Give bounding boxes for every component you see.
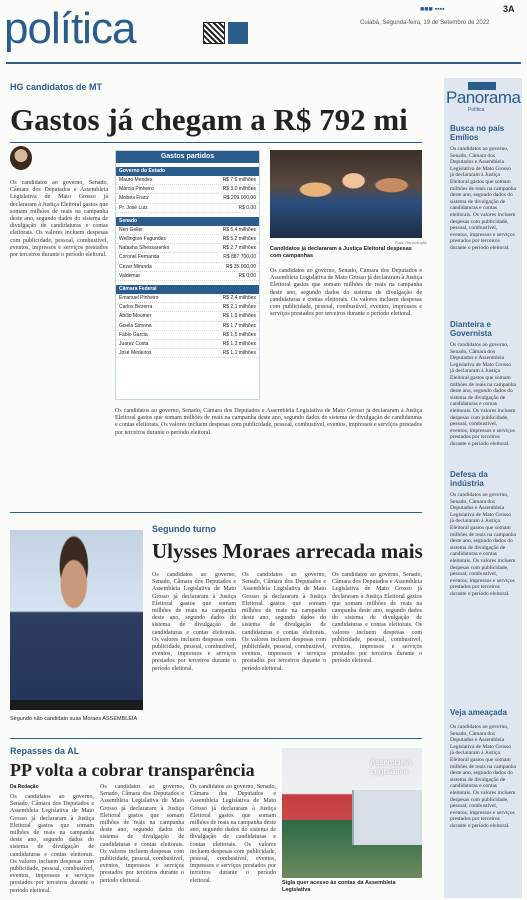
panorama-item-text: Os candidatos ao governo, Senado, Câmara dos Deputados e Assembleia Legislativa de Mato Grosso já declararam à Justiça Eleitoral gastos que somam milhões de reais na campanha deste ano, segundo dados do sistema de divulgação de candidaturas e contas eleitorais. Os valores incluem despesas com publicidade, pessoal, combustível, eventos, impressos e serviços prestados por terceiros durante o período eleitoral.	[450, 492, 516, 597]
page-number: 3A	[503, 4, 515, 14]
table-row	[116, 194, 259, 203]
table-cell-name: Valdemar	[119, 272, 141, 279]
table-cell-value: R$ 5,2 milhões	[222, 236, 256, 243]
table-row	[116, 294, 259, 303]
table-cell-value: R$ 0,00	[238, 272, 256, 279]
table-cell-value: R$ 1,5 milhões	[222, 331, 256, 338]
table-body	[116, 167, 259, 358]
table-cell-value: R$ 2,4 milhões	[222, 295, 256, 302]
pp-body-col2: Os candidatos ao governo, Senado, Câmara dos Deputados e Assembleia Legislativa de Mato Grosso já declararam à Justiça Eleitoral gastos que somam milhões de reais na campanha deste ano, segundo dados do sistema de divulgação de candidaturas e contas eleitorais. Os valores incluem despesas com publicidade, pessoal, combustível, eventos, impressos e serviços prestados por terceiros durante o período eleitoral.	[100, 784, 184, 884]
building-sign: Assembleia Legislativa	[370, 758, 412, 776]
table-cell-name: Abílio Moumer	[119, 313, 152, 320]
panorama-subtitle: Política	[468, 107, 485, 113]
table-cell-name: Wellington Fagundes	[119, 236, 166, 243]
table-cell-value: R$ 3,0 milhões	[222, 186, 256, 193]
panorama-item-text: Os candidatos ao governo, Senado, Câmara dos Deputados e Assembleia Legislativa de Mato Grosso já declararam à Justiça Eleitoral gastos que somam milhões de reais na campanha deste ano, segundo dados do sistema de divulgação de candidaturas e contas eleitorais. Os valores incluem despesas com publicidade, pessoal, combustível, eventos, impressos e serviços prestados por terceiros durante o período eleitoral.	[450, 724, 516, 829]
ulysses-body-col1: Os candidatos ao governo, Senado, Câmara dos Deputados e Assembleia Legislativa de Mato Grosso já declararam à Justiça Eleitoral gastos que somam milhões de reais na campanha deste ano, segundo dados do sistema de divulgação de candidaturas e contas eleitorais. Os valores incluem despesas com publicidade, pessoal, combustível, eventos, impressos e serviços prestados por terceiros durante o período eleitoral.	[152, 572, 236, 672]
panorama-item-head: Dianteira e Governista	[450, 320, 492, 338]
building-shape	[352, 790, 422, 845]
divider	[10, 738, 422, 739]
table-cell-name: Moisés Franz	[119, 195, 150, 202]
divider	[10, 512, 422, 513]
table-row	[116, 253, 259, 262]
table-row	[116, 263, 259, 272]
photo-credit: Foto: Reprodução	[395, 240, 428, 245]
table-cell-value: R$ 1,3 milhões	[222, 341, 256, 348]
table-cell-name: José Medeiros	[119, 350, 152, 357]
table-cell-name: Márcia Pinheiro	[119, 186, 154, 193]
color-dots: ■■■ ▪▪▪▪	[420, 6, 445, 13]
panorama-item-head: Defesa da indústria	[450, 470, 488, 488]
date-line: Cuiabá, Segunda-feira, 19 de Setembro de 2022	[360, 20, 490, 26]
table-row	[116, 349, 259, 358]
panorama-item-head: Veja ameaçada	[450, 708, 507, 717]
photo-caption: Candidatos já declararam à Justiça Eleitoral despesas com campanhas	[270, 246, 412, 259]
table-cell-value: R$ 2,1 milhões	[222, 304, 256, 311]
table-row	[116, 226, 259, 235]
ulysses-photo	[10, 530, 143, 710]
ulysses-headline: Ulysses Moraes arrecada mais	[152, 539, 423, 563]
ulysses-body-col3: Os candidatos ao governo, Senado, Câmara dos Deputados e Assembleia Legislativa de Mato Grosso já declararam à Justiça Eleitoral gastos que somam milhões de reais na campanha deste ano, segundo dados do sistema de divulgação de candidaturas e contas eleitorais. Os valores incluem despesas com publicidade, pessoal, combustível, eventos, impressos e serviços prestados por terceiros durante o período eleitoral.	[332, 572, 422, 665]
qr-code-icon	[203, 22, 225, 44]
table-row	[116, 272, 259, 281]
main-kicker: HG candidatos de MT	[10, 82, 103, 92]
campaign-photo	[270, 150, 422, 238]
table-cell-name: Gisela Simona	[119, 322, 152, 329]
pp-byline: Da Redação	[10, 784, 39, 790]
table-cell-value: R$ 1,1 milhões	[222, 350, 256, 357]
table-title: Gastos partidos	[116, 151, 259, 163]
table-row	[116, 176, 259, 185]
panorama-title: Panorama	[446, 88, 521, 107]
ulysses-body-col2: Os candidatos ao governo, Senado, Câmara dos Deputados e Assembleia Legislativa de Mato Grosso já declararam à Justiça Eleitoral gastos que somam milhões de reais na campanha deste ano, segundo dados do sistema de divulgação de candidaturas e contas eleitorais. Os valores incluem despesas com publicidade, pessoal, combustível, eventos, impressos e serviços prestados por terceiros durante o período eleitoral.	[242, 572, 326, 672]
table-cell-value: R$ 1,9 milhões	[222, 313, 256, 320]
main-body-col3: Os candidatos ao governo, Senado, Câmara dos Deputados e Assembleia Legislativa de Mato Grosso já declararam à Justiça Eleitoral gastos que somam milhões de reais na campanha deste ano, segundo dados do sistema de divulgação de candidaturas e contas eleitorais. Os valores incluem despesas com publicidade, pessoal, combustível, eventos, impressos e serviços prestados por terceiros durante o período eleitoral.	[270, 268, 422, 318]
pp-caption: Sigla quer acesso às contas da Assembleia Legislativa	[282, 880, 396, 893]
table-cell-name: Cezar Miranda	[119, 263, 152, 270]
table-cell-value: R$ 2,7 milhões	[222, 245, 256, 252]
table-row	[116, 235, 259, 244]
panorama-item-text: Os candidatos ao governo, Senado, Câmara dos Deputados e Assembleia Legislativa de Mato Grosso já declararam à Justiça Eleitoral gastos que somam milhões de reais na campanha deste ano, segundo dados do sistema de divulgação de candidaturas e contas eleitorais. Os valores incluem despesas com publicidade, pessoal, combustível, eventos, impressos e serviços prestados por terceiros durante o período eleitoral.	[450, 342, 516, 447]
table-row	[116, 204, 259, 213]
table-section-header: Câmara Federal	[116, 285, 259, 294]
table-cell-value: R$ 0,00	[238, 204, 256, 211]
section-title: política	[4, 4, 136, 53]
table-cell-name: Emanuel Pinheiro	[119, 295, 159, 302]
table-cell-name: Carlos Bezerra	[119, 304, 153, 311]
table-cell-value: R$ 7,6 milhões	[222, 177, 256, 183]
table-row	[116, 331, 259, 340]
table-cell-value: R$ 209.000,00	[223, 195, 256, 202]
main-body-col1: Os candidatos ao governo, Senado, Câmara dos Deputados e Assembleia Legislativa de Mato Grosso já declararam à Justiça Eleitoral gastos que somam milhões de reais na campanha deste ano, segundo dados do sistema de divulgação de candidaturas e contas eleitorais. Os valores incluem despesas com publicidade, pessoal, combustível, eventos, impressos e serviços prestados por terceiros durante o período eleitoral.	[10, 180, 108, 259]
panorama-item-head: Busca no país Emílios	[450, 124, 505, 142]
pp-body-col1: Os candidatos ao governo, Senado, Câmara dos Deputados e Assembleia Legislativa de Mato Grosso já declararam à Justiça Eleitoral gastos que somam milhões de reais na campanha deste ano, segundo dados do sistema de divulgação de candidaturas e contas eleitorais. Os valores incluem despesas com publicidade, pessoal, combustível, eventos, impressos e serviços prestados por terceiros durante o período eleitoral.	[10, 794, 94, 894]
author-avatar	[10, 146, 32, 170]
table-row	[116, 185, 259, 194]
pp-body-col3: Os candidatos ao governo, Senado, Câmara dos Deputados e Assembleia Legislativa de Mato Grosso já declararam à Justiça Eleitoral gastos que somam milhões de reais na campanha deste ano, segundo dados do sistema de divulgação de candidaturas e contas eleitorais. Os valores incluem despesas com publicidade, pessoal, combustível, eventos, impressos e serviços prestados por terceiros durante o período eleitoral.	[190, 784, 276, 884]
main-body-bottom: Os candidatos ao governo, Senado, Câmara dos Deputados e Assembleia Legislativa de Mato Grosso já declararam à Justiça Eleitoral gastos que somam milhões de reais na campanha deste ano, segundo dados do sistema de divulgação de candidaturas e contas eleitorais. Os valores incluem despesas com publicidade, pessoal, combustível, eventos, impressos e serviços prestados por terceiros durante o período eleitoral.	[115, 408, 422, 436]
spending-table	[115, 150, 260, 400]
table-row	[116, 303, 259, 312]
panorama-item-text: Os candidatos ao governo, Senado, Câmara dos Deputados e Assembleia Legislativa de Mato Grosso já declararam à Justiça Eleitoral gastos que somam milhões de reais na campanha deste ano, segundo dados do sistema de divulgação de candidaturas e contas eleitorais. Os valores incluem despesas com publicidade, pessoal, combustível, eventos, impressos e serviços prestados por terceiros durante o período eleitoral.	[450, 146, 516, 251]
table-section-header: Senado	[116, 217, 259, 226]
table-cell-name: Juarez Costa	[119, 341, 149, 348]
table-cell-value: R$ 887.700,00	[223, 254, 256, 261]
table-row	[116, 340, 259, 349]
pp-kicker: Repasses da AL	[10, 746, 80, 756]
table-cell-name: Pr. José Luiz	[119, 204, 148, 211]
table-row	[116, 244, 259, 253]
table-cell-name: Natasha Slhessarenko	[119, 245, 170, 252]
table-cell-name: Neri Geller	[119, 226, 143, 233]
logo-icon	[228, 22, 248, 44]
ulysses-caption: Segundo não candidato suas Moraes ASSEMBLEIA	[10, 716, 138, 722]
table-row	[116, 322, 259, 331]
table-section-header: Governo do Estado	[116, 167, 259, 176]
ulysses-kicker: Segundo turno	[152, 524, 216, 534]
main-headline: Gastos já chegam a R$ 792 mi	[10, 102, 408, 137]
table-cell-value: R$ 1,7 milhões	[222, 322, 256, 329]
table-cell-name: Fábio Garcia	[119, 331, 148, 338]
podium-bar	[10, 700, 143, 710]
table-cell-name: Coronel Fernanda	[119, 254, 160, 261]
table-cell-name: Mauro Mendes	[119, 177, 153, 183]
divider	[10, 142, 422, 143]
pp-headline: PP volta a cobrar transparência	[10, 760, 255, 780]
table-cell-value: R$ 5,4 milhões	[222, 226, 256, 233]
table-cell-value: R$ 35.000,00	[225, 263, 256, 270]
table-row	[116, 312, 259, 321]
